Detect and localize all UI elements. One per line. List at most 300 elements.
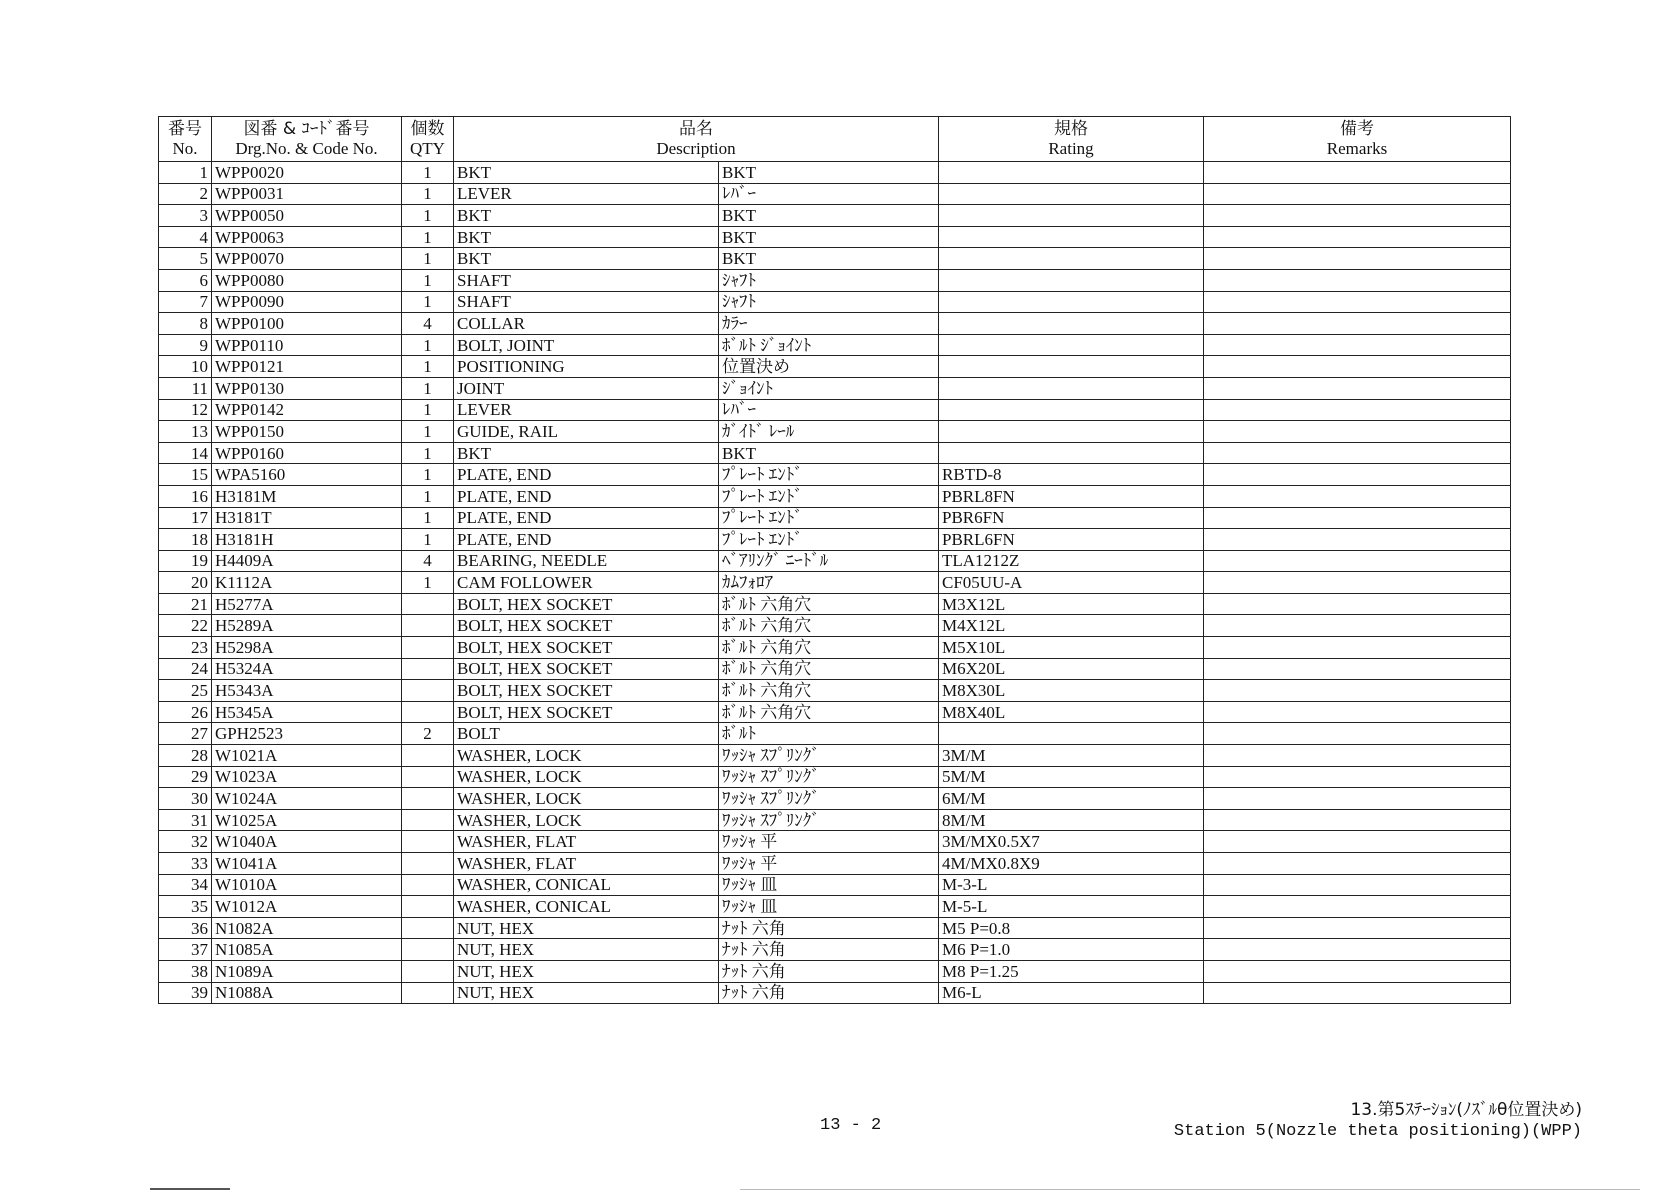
row-number-cell: 7 <box>159 291 212 313</box>
description-jp-cell: BKT <box>719 248 939 270</box>
row-number-cell: 26 <box>159 701 212 723</box>
row-number-cell: 39 <box>159 982 212 1004</box>
row-number-cell: 5 <box>159 248 212 270</box>
drawing-code-cell: H3181M <box>212 485 402 507</box>
drawing-code-cell: W1041A <box>212 853 402 875</box>
rating-cell: M6 P=1.0 <box>939 939 1204 961</box>
row-number-cell: 19 <box>159 550 212 572</box>
description-en-cell: GUIDE, RAIL <box>454 421 719 443</box>
description-jp-cell: ﾌﾟﾚｰﾄ ｴﾝﾄﾞ <box>719 529 939 551</box>
description-en-cell: LEVER <box>454 183 719 205</box>
remarks-cell <box>1204 529 1511 551</box>
quantity-cell: 1 <box>402 421 454 443</box>
table-row <box>159 507 1511 529</box>
remarks-cell <box>1204 485 1511 507</box>
row-number-cell: 28 <box>159 745 212 767</box>
table-row <box>159 766 1511 788</box>
table-row <box>159 593 1511 615</box>
description-en-cell: BOLT <box>454 723 719 745</box>
drawing-code-cell: H3181T <box>212 507 402 529</box>
quantity-cell <box>402 637 454 659</box>
rating-cell: 8M/M <box>939 809 1204 831</box>
table-row <box>159 853 1511 875</box>
table-row <box>159 464 1511 486</box>
remarks-cell <box>1204 809 1511 831</box>
description-jp-cell: ﾜｯｼｬ ｽﾌﾟﾘﾝｸﾞ <box>719 809 939 831</box>
description-en-cell: BOLT, JOINT <box>454 334 719 356</box>
drawing-code-cell: WPP0070 <box>212 248 402 270</box>
row-number-cell: 10 <box>159 356 212 378</box>
description-jp-cell: ﾜｯｼｬ ｽﾌﾟﾘﾝｸﾞ <box>719 766 939 788</box>
rating-cell: M8X40L <box>939 701 1204 723</box>
drawing-code-cell: WPP0142 <box>212 399 402 421</box>
row-number-cell: 34 <box>159 874 212 896</box>
rating-cell <box>939 313 1204 335</box>
remarks-cell <box>1204 183 1511 205</box>
drawing-code-cell: K1112A <box>212 572 402 594</box>
quantity-cell: 1 <box>402 377 454 399</box>
description-en-cell: WASHER, CONICAL <box>454 874 719 896</box>
rating-cell <box>939 226 1204 248</box>
description-en-cell: NUT, HEX <box>454 982 719 1004</box>
description-jp-cell: BKT <box>719 205 939 227</box>
description-en-cell: LEVER <box>454 399 719 421</box>
rating-cell <box>939 723 1204 745</box>
drawing-code-cell: WPP0080 <box>212 269 402 291</box>
description-jp-cell: ﾅｯﾄ 六角 <box>719 960 939 982</box>
rating-cell: M-5-L <box>939 896 1204 918</box>
drawing-code-cell: W1012A <box>212 896 402 918</box>
quantity-cell <box>402 680 454 702</box>
row-number-cell: 25 <box>159 680 212 702</box>
description-jp-cell: 位置決め <box>719 356 939 378</box>
table-row <box>159 896 1511 918</box>
rating-cell: M3X12L <box>939 593 1204 615</box>
quantity-cell: 1 <box>402 248 454 270</box>
description-jp-cell: ﾜｯｼｬ 平 <box>719 853 939 875</box>
description-jp-cell: ｶﾗｰ <box>719 313 939 335</box>
remarks-cell <box>1204 637 1511 659</box>
rating-cell: PBRL6FN <box>939 529 1204 551</box>
rating-cell: CF05UU-A <box>939 572 1204 594</box>
row-number-cell: 13 <box>159 421 212 443</box>
rating-cell <box>939 377 1204 399</box>
rating-cell: 6M/M <box>939 788 1204 810</box>
row-number-cell: 12 <box>159 399 212 421</box>
row-number-cell: 1 <box>159 162 212 184</box>
quantity-cell: 1 <box>402 226 454 248</box>
quantity-cell: 1 <box>402 183 454 205</box>
row-number-cell: 29 <box>159 766 212 788</box>
table-row <box>159 701 1511 723</box>
description-jp-cell: BKT <box>719 226 939 248</box>
remarks-cell <box>1204 421 1511 443</box>
drawing-code-cell: WPP0150 <box>212 421 402 443</box>
table-row <box>159 982 1511 1004</box>
description-en-cell: WASHER, FLAT <box>454 853 719 875</box>
rating-cell <box>939 356 1204 378</box>
remarks-cell <box>1204 939 1511 961</box>
remarks-cell <box>1204 205 1511 227</box>
rating-cell <box>939 399 1204 421</box>
table-row <box>159 874 1511 896</box>
quantity-cell: 1 <box>402 399 454 421</box>
quantity-cell: 2 <box>402 723 454 745</box>
quantity-cell <box>402 853 454 875</box>
table-row <box>159 658 1511 680</box>
drawing-code-cell: H5289A <box>212 615 402 637</box>
description-jp-cell: ﾜｯｼｬ ｽﾌﾟﾘﾝｸﾞ <box>719 745 939 767</box>
drawing-code-cell: H5345A <box>212 701 402 723</box>
remarks-cell <box>1204 593 1511 615</box>
row-number-cell: 37 <box>159 939 212 961</box>
table-row <box>159 550 1511 572</box>
drawing-code-cell: H5298A <box>212 637 402 659</box>
rating-cell: TLA1212Z <box>939 550 1204 572</box>
row-number-cell: 24 <box>159 658 212 680</box>
drawing-code-cell: W1025A <box>212 809 402 831</box>
remarks-cell <box>1204 291 1511 313</box>
row-number-cell: 20 <box>159 572 212 594</box>
rating-cell: RBTD-8 <box>939 464 1204 486</box>
drawing-code-cell: H4409A <box>212 550 402 572</box>
description-en-cell: NUT, HEX <box>454 939 719 961</box>
row-number-cell: 2 <box>159 183 212 205</box>
row-number-cell: 31 <box>159 809 212 831</box>
quantity-cell: 1 <box>402 572 454 594</box>
row-number-cell: 30 <box>159 788 212 810</box>
remarks-cell <box>1204 313 1511 335</box>
header-qty: 個数 QTY <box>402 117 454 162</box>
remarks-cell <box>1204 615 1511 637</box>
rating-cell: PBRL8FN <box>939 485 1204 507</box>
footer-title-en: Station 5(Nozzle theta positioning)(WPP) <box>1173 1122 1582 1141</box>
quantity-cell <box>402 658 454 680</box>
description-jp-cell: ﾎﾞﾙﾄ 六角穴 <box>719 593 939 615</box>
description-jp-cell: ﾚﾊﾞｰ <box>719 183 939 205</box>
description-jp-cell: ｶﾞｲﾄﾞ ﾚｰﾙ <box>719 421 939 443</box>
rating-cell <box>939 248 1204 270</box>
drawing-code-cell: WPP0160 <box>212 442 402 464</box>
quantity-cell: 1 <box>402 529 454 551</box>
remarks-cell <box>1204 788 1511 810</box>
drawing-code-cell: WPP0050 <box>212 205 402 227</box>
drawing-code-cell: WPA5160 <box>212 464 402 486</box>
rating-cell: M4X12L <box>939 615 1204 637</box>
remarks-cell <box>1204 269 1511 291</box>
description-jp-cell: ﾎﾞﾙﾄ 六角穴 <box>719 637 939 659</box>
description-jp-cell: BKT <box>719 162 939 184</box>
drawing-code-cell: H5277A <box>212 593 402 615</box>
table-row <box>159 442 1511 464</box>
rating-cell <box>939 334 1204 356</box>
remarks-cell <box>1204 680 1511 702</box>
parts-table-body <box>159 162 1511 1004</box>
quantity-cell <box>402 831 454 853</box>
row-number-cell: 23 <box>159 637 212 659</box>
rating-cell: M5 P=0.8 <box>939 917 1204 939</box>
table-row <box>159 183 1511 205</box>
table-row <box>159 269 1511 291</box>
drawing-code-cell: WPP0063 <box>212 226 402 248</box>
description-en-cell: WASHER, LOCK <box>454 745 719 767</box>
remarks-cell <box>1204 701 1511 723</box>
description-en-cell: POSITIONING <box>454 356 719 378</box>
rating-cell <box>939 442 1204 464</box>
description-jp-cell: ﾎﾞﾙﾄ 六角穴 <box>719 658 939 680</box>
row-number-cell: 14 <box>159 442 212 464</box>
remarks-cell <box>1204 960 1511 982</box>
description-jp-cell: ﾎﾞﾙﾄ <box>719 723 939 745</box>
description-jp-cell: ﾚﾊﾞｰ <box>719 399 939 421</box>
drawing-code-cell: N1082A <box>212 917 402 939</box>
description-en-cell: NUT, HEX <box>454 917 719 939</box>
drawing-code-cell: N1089A <box>212 960 402 982</box>
description-jp-cell: ｶﾑﾌｫﾛｱ <box>719 572 939 594</box>
row-number-cell: 35 <box>159 896 212 918</box>
table-row <box>159 615 1511 637</box>
table-row <box>159 313 1511 335</box>
description-en-cell: BOLT, HEX SOCKET <box>454 615 719 637</box>
drawing-code-cell: H5343A <box>212 680 402 702</box>
description-jp-cell: ﾅｯﾄ 六角 <box>719 939 939 961</box>
remarks-cell <box>1204 572 1511 594</box>
quantity-cell: 1 <box>402 162 454 184</box>
description-jp-cell: ｼｬﾌﾄ <box>719 291 939 313</box>
remarks-cell <box>1204 226 1511 248</box>
table-row <box>159 205 1511 227</box>
scan-artifact-line <box>740 1189 1640 1190</box>
drawing-code-cell: W1024A <box>212 788 402 810</box>
description-en-cell: BOLT, HEX SOCKET <box>454 680 719 702</box>
table-row <box>159 745 1511 767</box>
description-jp-cell: ﾎﾞﾙﾄ 六角穴 <box>719 701 939 723</box>
description-en-cell: NUT, HEX <box>454 960 719 982</box>
table-row <box>159 334 1511 356</box>
description-en-cell: PLATE, END <box>454 507 719 529</box>
description-en-cell: WASHER, LOCK <box>454 809 719 831</box>
quantity-cell: 4 <box>402 550 454 572</box>
table-row <box>159 637 1511 659</box>
remarks-cell <box>1204 982 1511 1004</box>
remarks-cell <box>1204 442 1511 464</box>
quantity-cell: 1 <box>402 507 454 529</box>
rating-cell: 5M/M <box>939 766 1204 788</box>
rating-cell: M5X10L <box>939 637 1204 659</box>
quantity-cell <box>402 766 454 788</box>
scan-artifact <box>150 1188 230 1190</box>
quantity-cell <box>402 615 454 637</box>
description-jp-cell: ﾌﾟﾚｰﾄ ｴﾝﾄﾞ <box>719 485 939 507</box>
table-row <box>159 788 1511 810</box>
quantity-cell: 1 <box>402 334 454 356</box>
rating-cell: M6-L <box>939 982 1204 1004</box>
quantity-cell: 4 <box>402 313 454 335</box>
quantity-cell <box>402 982 454 1004</box>
table-row <box>159 226 1511 248</box>
row-number-cell: 38 <box>159 960 212 982</box>
description-en-cell: BKT <box>454 226 719 248</box>
row-number-cell: 6 <box>159 269 212 291</box>
description-en-cell: WASHER, LOCK <box>454 766 719 788</box>
remarks-cell <box>1204 507 1511 529</box>
drawing-code-cell: W1021A <box>212 745 402 767</box>
remarks-cell <box>1204 377 1511 399</box>
rating-cell: PBR6FN <box>939 507 1204 529</box>
table-row <box>159 248 1511 270</box>
description-jp-cell: ﾌﾟﾚｰﾄ ｴﾝﾄﾞ <box>719 464 939 486</box>
table-row <box>159 917 1511 939</box>
quantity-cell <box>402 874 454 896</box>
description-en-cell: WASHER, CONICAL <box>454 896 719 918</box>
description-jp-cell: ﾜｯｼｬ 平 <box>719 831 939 853</box>
drawing-code-cell: WPP0121 <box>212 356 402 378</box>
rating-cell <box>939 269 1204 291</box>
table-row <box>159 529 1511 551</box>
drawing-code-cell: W1023A <box>212 766 402 788</box>
quantity-cell: 1 <box>402 464 454 486</box>
header-remarks: 備考 Remarks <box>1204 117 1511 162</box>
description-jp-cell: ﾍﾞｱﾘﾝｸﾞ ﾆｰﾄﾞﾙ <box>719 550 939 572</box>
drawing-code-cell: W1010A <box>212 874 402 896</box>
drawing-code-cell: WPP0100 <box>212 313 402 335</box>
table-row <box>159 960 1511 982</box>
row-number-cell: 33 <box>159 853 212 875</box>
description-en-cell: JOINT <box>454 377 719 399</box>
header-no: 番号 No. <box>159 117 212 162</box>
description-jp-cell: ｼｬﾌﾄ <box>719 269 939 291</box>
row-number-cell: 32 <box>159 831 212 853</box>
table-row <box>159 939 1511 961</box>
drawing-code-cell: W1040A <box>212 831 402 853</box>
parts-list-sheet <box>158 116 1510 1004</box>
quantity-cell <box>402 809 454 831</box>
row-number-cell: 22 <box>159 615 212 637</box>
rating-cell: M-3-L <box>939 874 1204 896</box>
row-number-cell: 8 <box>159 313 212 335</box>
row-number-cell: 16 <box>159 485 212 507</box>
quantity-cell <box>402 593 454 615</box>
quantity-cell <box>402 701 454 723</box>
row-number-cell: 11 <box>159 377 212 399</box>
description-en-cell: BOLT, HEX SOCKET <box>454 701 719 723</box>
table-row <box>159 680 1511 702</box>
drawing-code-cell: WPP0020 <box>212 162 402 184</box>
rating-cell: 3M/M <box>939 745 1204 767</box>
remarks-cell <box>1204 745 1511 767</box>
description-en-cell: BKT <box>454 248 719 270</box>
rating-cell <box>939 205 1204 227</box>
rating-cell <box>939 421 1204 443</box>
description-en-cell: BEARING, NEEDLE <box>454 550 719 572</box>
quantity-cell <box>402 960 454 982</box>
description-jp-cell: ｼﾞｮｲﾝﾄ <box>719 377 939 399</box>
header-code: 図番 & ｺｰﾄﾞ番号 Drg.No. & Code No. <box>212 117 402 162</box>
description-en-cell: PLATE, END <box>454 485 719 507</box>
quantity-cell: 1 <box>402 205 454 227</box>
table-row <box>159 291 1511 313</box>
remarks-cell <box>1204 831 1511 853</box>
table-row <box>159 377 1511 399</box>
table-row <box>159 485 1511 507</box>
rating-cell: M8 P=1.25 <box>939 960 1204 982</box>
drawing-code-cell: WPP0110 <box>212 334 402 356</box>
row-number-cell: 15 <box>159 464 212 486</box>
row-number-cell: 9 <box>159 334 212 356</box>
rating-cell <box>939 183 1204 205</box>
table-row <box>159 421 1511 443</box>
drawing-code-cell: GPH2523 <box>212 723 402 745</box>
quantity-cell <box>402 939 454 961</box>
rating-cell: M8X30L <box>939 680 1204 702</box>
rating-cell: 4M/MX0.8X9 <box>939 853 1204 875</box>
description-en-cell: SHAFT <box>454 269 719 291</box>
rating-cell <box>939 291 1204 313</box>
drawing-code-cell: WPP0130 <box>212 377 402 399</box>
table-row <box>159 723 1511 745</box>
footer-title <box>1174 1100 1582 1142</box>
row-number-cell: 36 <box>159 917 212 939</box>
description-jp-cell: ﾎﾞﾙﾄ ｼﾞｮｲﾝﾄ <box>719 334 939 356</box>
quantity-cell <box>402 745 454 767</box>
remarks-cell <box>1204 248 1511 270</box>
row-number-cell: 18 <box>159 529 212 551</box>
remarks-cell <box>1204 162 1511 184</box>
parts-table <box>158 116 1511 1004</box>
row-number-cell: 3 <box>159 205 212 227</box>
remarks-cell <box>1204 917 1511 939</box>
quantity-cell <box>402 917 454 939</box>
description-en-cell: WASHER, FLAT <box>454 831 719 853</box>
description-jp-cell: ﾜｯｼｬ 皿 <box>719 896 939 918</box>
description-en-cell: WASHER, LOCK <box>454 788 719 810</box>
page-number: 13 - 2 <box>820 1116 882 1135</box>
description-en-cell: BKT <box>454 442 719 464</box>
description-jp-cell: ﾎﾞﾙﾄ 六角穴 <box>719 615 939 637</box>
quantity-cell: 1 <box>402 291 454 313</box>
quantity-cell: 1 <box>402 485 454 507</box>
description-en-cell: BKT <box>454 205 719 227</box>
description-jp-cell: ﾅｯﾄ 六角 <box>719 982 939 1004</box>
remarks-cell <box>1204 874 1511 896</box>
footer-title-jp: 13.第5ｽﾃｰｼｮﾝ(ﾉｽﾞﾙθ位置決め) <box>1350 1100 1582 1120</box>
description-jp-cell: ﾜｯｼｬ ｽﾌﾟﾘﾝｸﾞ <box>719 788 939 810</box>
drawing-code-cell: N1085A <box>212 939 402 961</box>
table-row <box>159 572 1511 594</box>
remarks-cell <box>1204 853 1511 875</box>
quantity-cell: 1 <box>402 356 454 378</box>
description-jp-cell: ﾎﾞﾙﾄ 六角穴 <box>719 680 939 702</box>
description-en-cell: COLLAR <box>454 313 719 335</box>
table-header-row <box>159 117 1511 162</box>
header-rating: 規格 Rating <box>939 117 1204 162</box>
drawing-code-cell: N1088A <box>212 982 402 1004</box>
drawing-code-cell: WPP0031 <box>212 183 402 205</box>
remarks-cell <box>1204 658 1511 680</box>
rating-cell: 3M/MX0.5X7 <box>939 831 1204 853</box>
remarks-cell <box>1204 723 1511 745</box>
description-jp-cell: BKT <box>719 442 939 464</box>
description-en-cell: PLATE, END <box>454 464 719 486</box>
remarks-cell <box>1204 464 1511 486</box>
header-description: 品名 Description <box>454 117 939 162</box>
table-row <box>159 809 1511 831</box>
quantity-cell: 1 <box>402 269 454 291</box>
rating-cell <box>939 162 1204 184</box>
remarks-cell <box>1204 334 1511 356</box>
description-en-cell: BOLT, HEX SOCKET <box>454 593 719 615</box>
description-en-cell: CAM FOLLOWER <box>454 572 719 594</box>
